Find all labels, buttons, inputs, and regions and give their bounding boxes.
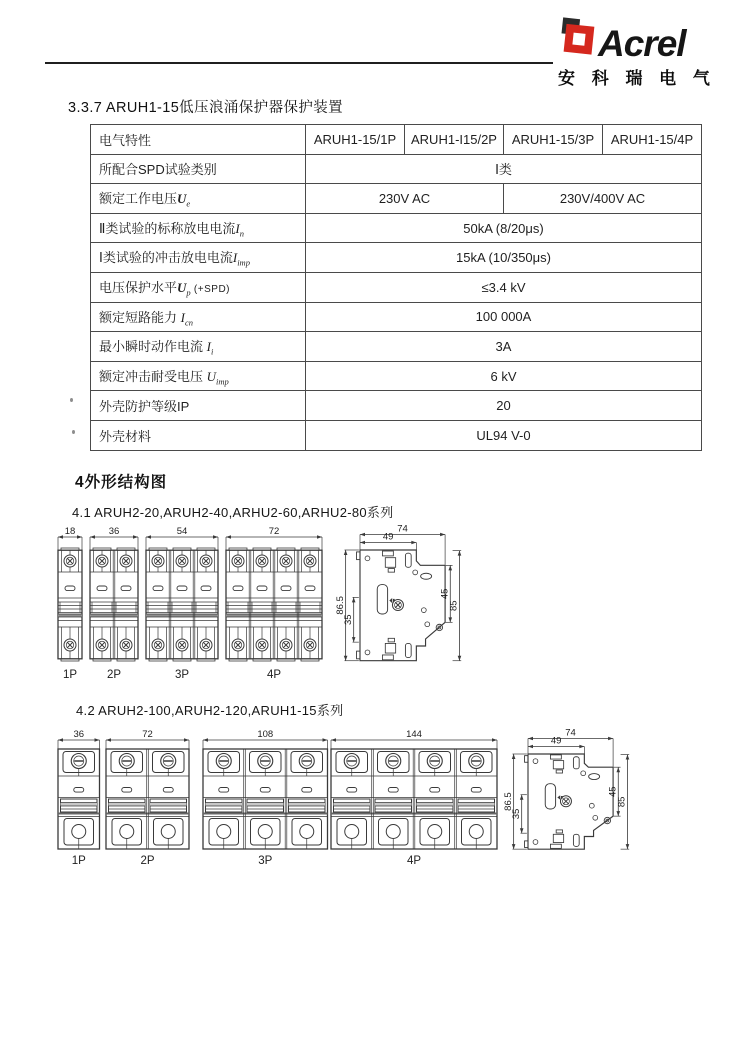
spec-header-row	[91, 125, 702, 155]
spec-model-header: ARUH1-15/1P	[306, 125, 405, 155]
spec-row-label: Ⅱ类试验的标称放电电流$I_n$	[91, 213, 306, 243]
spec-row	[91, 391, 702, 421]
spec-value: 100 000A	[306, 302, 702, 332]
spec-value: 230V/400V AC	[504, 184, 702, 214]
spec-row-label: 外壳防护等级IP	[91, 391, 306, 421]
unit-label: 1P	[62, 669, 78, 681]
scan-speck	[70, 398, 73, 402]
dim-label: 86.5	[502, 792, 514, 811]
spec-row	[91, 243, 702, 273]
spec-col-header: 电气特性	[91, 125, 306, 155]
spec-row	[91, 361, 702, 391]
spec-value: 3A	[306, 332, 702, 362]
unit-label: 2P	[140, 855, 155, 867]
spec-value: UL94 V-0	[306, 420, 702, 450]
acrel-logo	[556, 13, 716, 89]
brand-name: Acrel	[598, 23, 686, 64]
section-42-title: 4.2 ARUH2-100,ARUH2-120,ARUH1-15系列	[76, 703, 344, 718]
dim-label: 35	[342, 614, 354, 626]
dim-label: 144	[406, 729, 422, 740]
dim-label: 72	[142, 729, 153, 740]
unit-label: 1P	[71, 855, 86, 867]
dim-label: 85	[448, 600, 460, 611]
spec-value: 50kA (8/20μs)	[306, 213, 702, 243]
spec-row	[91, 302, 702, 332]
spec-row-label: 额定工作电压$U_e$	[91, 184, 306, 214]
spec-value: 230V AC	[306, 184, 504, 214]
unit-label: 3P	[174, 669, 190, 681]
unit-label: 4P	[266, 669, 282, 681]
dim-label: 45	[607, 786, 619, 797]
dim-label: 49	[382, 531, 394, 543]
dim-label: 49	[550, 735, 562, 747]
dim-label: 36	[73, 729, 85, 740]
brand-name-cn: 安 科 瑞 电 气	[558, 69, 716, 88]
spec-value: ≤3.4 kV	[306, 272, 702, 302]
dim-label: 85	[616, 796, 628, 808]
unit-label: 3P	[258, 855, 273, 867]
section-4-title: 4外形结构图	[75, 474, 168, 491]
spec-row-label: 额定短路能力 $I_{cn}$	[91, 302, 306, 332]
spec-row	[91, 420, 702, 450]
spec-value: 15kA (10/350μs)	[306, 243, 702, 273]
spec-value: 6 kV	[306, 361, 702, 391]
dim-label: 35	[510, 808, 522, 820]
section-337-title: 3.3.7 ARUH1-15低压浪涌保护器保护装置	[68, 100, 344, 116]
spec-row	[91, 332, 702, 362]
dim-label: 74	[565, 727, 576, 739]
dim-label: 74	[397, 523, 408, 535]
spec-value: 20	[306, 391, 702, 421]
spec-row-label: Ⅰ类试验的冲击放电电流$I_{imp}$	[91, 243, 306, 273]
spec-row-label: 最小瞬时动作电流 $I_i$	[91, 332, 306, 362]
spec-row	[91, 272, 702, 302]
spec-row-label: 额定冲击耐受电压 $U_{imp}$	[91, 361, 306, 391]
drawing-set-42	[28, 716, 728, 871]
dim-label: 72	[268, 526, 280, 537]
section-41-title: 4.1 ARUH2-20,ARUH2-40,ARHU2-60,ARHU2-80系列	[72, 505, 394, 520]
scan-speck	[72, 430, 75, 434]
spec-model-header: ARUH1-15/3P	[504, 125, 603, 155]
dim-label: 86.5	[334, 596, 346, 615]
dim-label: 45	[439, 588, 451, 600]
dim-label: 54	[176, 526, 188, 537]
acrel-logo-icon	[556, 16, 598, 62]
spec-row-label: 外壳材料	[91, 420, 306, 450]
spec-row	[91, 213, 702, 243]
spec-model-header: ARUH1-15/4P	[603, 125, 702, 155]
spec-row	[91, 154, 702, 184]
unit-label: 4P	[406, 855, 422, 867]
dim-label: 108	[257, 729, 274, 740]
spec-row-label: 所配合SPD试验类别	[91, 154, 306, 184]
spec-table	[90, 124, 702, 451]
spec-row	[91, 184, 702, 214]
spec-model-header: ARUH1-I15/2P	[405, 125, 504, 155]
spec-value: Ⅰ类	[306, 154, 702, 184]
spec-table-body	[91, 125, 702, 451]
dim-label: 18	[64, 526, 76, 537]
header-rule	[45, 62, 553, 64]
spec-row-label: 电压保护水平$U_p$ (+SPD)	[91, 272, 306, 302]
dim-label: 36	[108, 526, 120, 537]
unit-label: 2P	[106, 669, 122, 681]
drawing-set-41	[40, 520, 492, 692]
